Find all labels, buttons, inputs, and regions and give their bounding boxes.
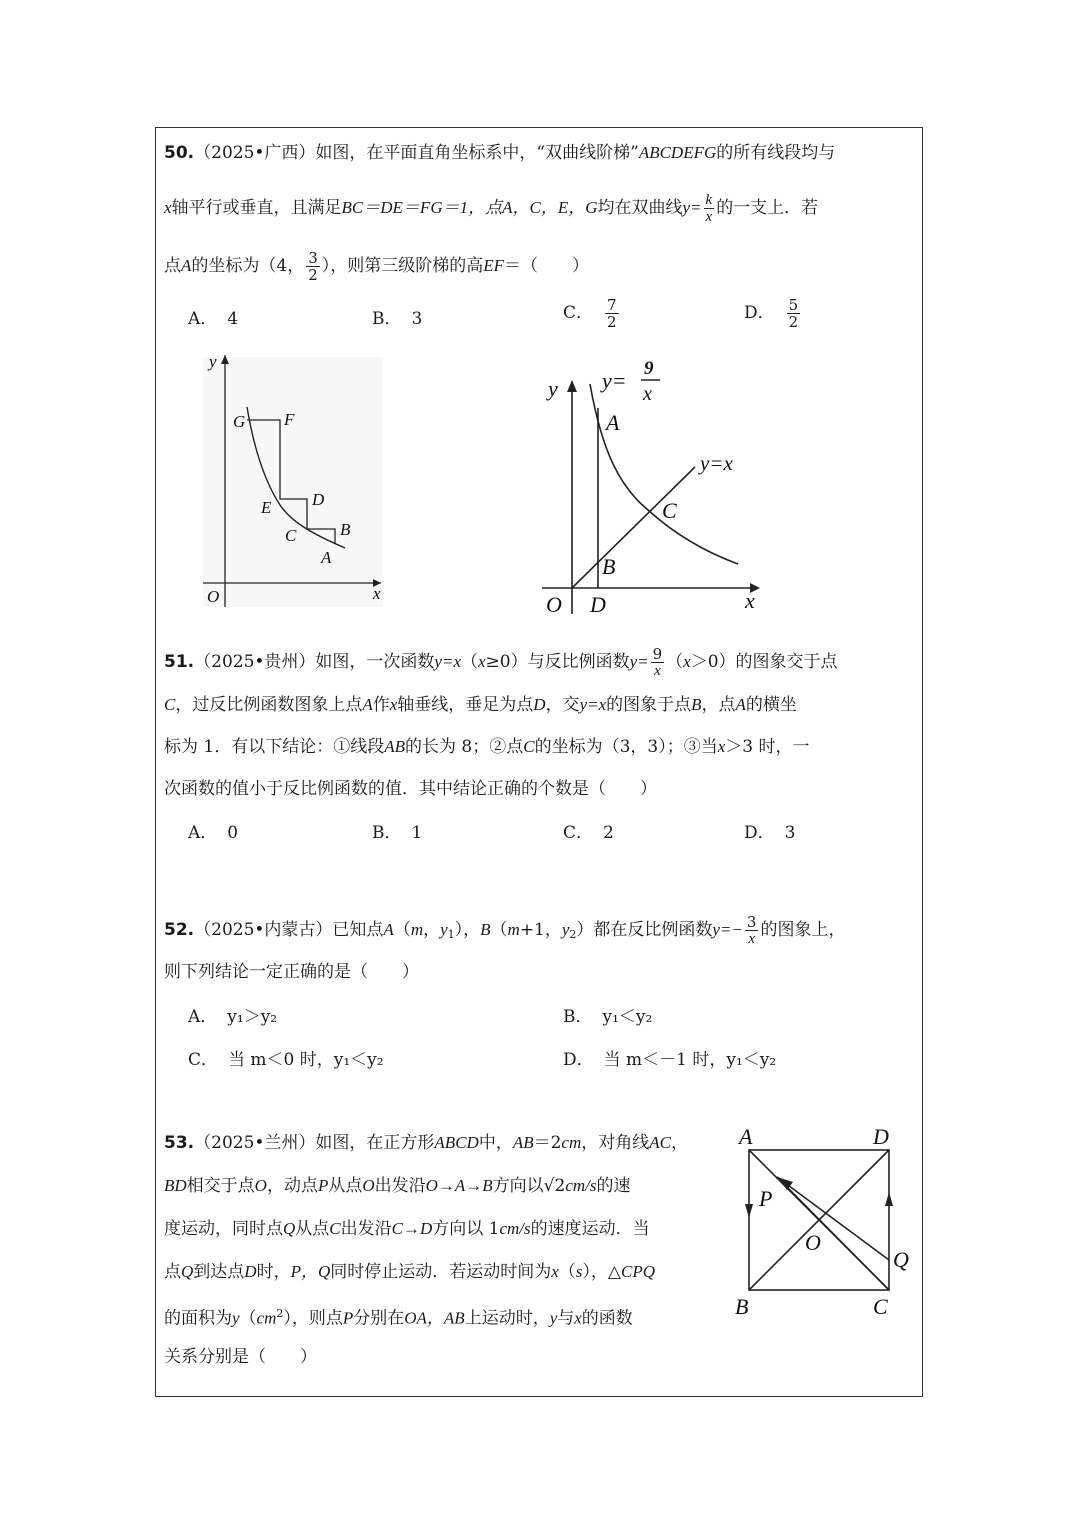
y-axis-arrow-icon — [567, 380, 577, 392]
option-value: 当 m＜0 时，y₁＜y₂ — [228, 1050, 384, 1070]
q53-text: （ — [239, 1308, 257, 1329]
q51-option-c[interactable] — [563, 822, 614, 844]
q52-var: y=− — [712, 920, 743, 939]
label-C: C — [662, 498, 677, 523]
q52-text: +1， — [519, 920, 562, 940]
q53-var: O — [362, 1176, 375, 1195]
q51-var: x — [683, 652, 691, 671]
q53-text: 的速 — [596, 1176, 631, 1196]
q51-text: ＞0）的图象交于点 — [690, 652, 838, 672]
label-A: A — [606, 410, 620, 435]
q51-var: x — [389, 695, 398, 714]
q51-text: 作 — [372, 695, 390, 715]
q53-var: AC — [649, 1133, 671, 1152]
q53-text: 从点 — [328, 1176, 363, 1196]
q51-var: A — [735, 695, 746, 714]
q51-text: 的图象于点 — [606, 695, 692, 715]
q52-line1 — [164, 914, 845, 947]
q51-text: 的坐标为（3，3）；③当 — [534, 737, 718, 757]
line-y-equals-x — [572, 467, 695, 588]
q53-text: 的面积为 — [164, 1308, 232, 1329]
q52-var: B — [480, 920, 491, 939]
label-C: C — [285, 526, 297, 545]
q53-var: P — [342, 1308, 354, 1328]
option-label: B． — [372, 309, 402, 329]
q50-var: EF — [483, 256, 505, 275]
option-label: A． — [188, 1007, 218, 1027]
frac-den: 2 — [788, 313, 799, 331]
frac-num: 3 — [746, 913, 757, 931]
label-F: F — [284, 410, 295, 429]
option-label: D． — [744, 303, 775, 323]
q50-text: 均在双曲线 — [597, 198, 683, 218]
q51-text: ＞3 时，一 — [725, 737, 810, 757]
q52-text: （ — [393, 920, 411, 940]
label-O: O — [207, 587, 220, 606]
q53-var: CPQ — [620, 1262, 655, 1281]
q50-option-a[interactable] — [188, 308, 238, 330]
q51-option-d[interactable] — [744, 822, 795, 844]
q53-var: Q — [181, 1262, 194, 1281]
label-G: G — [233, 412, 246, 431]
q51-var: AB — [384, 737, 406, 756]
q51-var: x — [477, 652, 486, 671]
q52-var: m — [507, 920, 520, 939]
label-curve-num: 9 — [644, 358, 654, 379]
q53-text: 度运动，同时点 — [164, 1219, 283, 1239]
frac-num: 3 — [308, 249, 318, 267]
q51-text: ，交 — [545, 695, 580, 715]
q53-var: C→D — [391, 1219, 433, 1238]
q51-var: C — [523, 737, 535, 756]
q52-text: ， — [423, 920, 441, 940]
q50-figure-staircase — [195, 345, 395, 615]
q53-line4 — [164, 1261, 655, 1283]
q52-option-d[interactable] — [563, 1049, 776, 1071]
q53-text: ＝2 — [533, 1133, 562, 1153]
q50-number: 50. — [164, 143, 195, 163]
q51-var: y=x — [579, 695, 607, 714]
q53-var: O→A→B — [425, 1176, 493, 1195]
q51-option-a[interactable] — [188, 822, 238, 844]
q53-text: 出发沿 — [374, 1176, 426, 1196]
q53-sup: 2 — [276, 1307, 284, 1320]
label-O: O — [805, 1230, 821, 1255]
label-A: A — [321, 548, 332, 567]
q53-text: 的速度运动．当 — [530, 1219, 650, 1239]
q51-var: B — [691, 695, 702, 714]
label-B: B — [602, 554, 616, 579]
q51-line4: 次函数的值小于反比例函数的值．其中结论正确的个数是（ ） — [164, 779, 657, 799]
q53-text: 出发沿 — [340, 1219, 392, 1239]
q51-text: 如图，一次函数 — [315, 652, 435, 672]
q50-fraction-k — [704, 192, 715, 225]
q50-text: 点 — [164, 256, 181, 276]
label-O: O — [546, 592, 562, 617]
label-curve-den: x — [643, 383, 652, 405]
q51-text: （ — [460, 652, 478, 672]
label-x: x — [745, 588, 755, 613]
q53-var: BD — [164, 1176, 187, 1195]
q53-text: ，对角线 — [581, 1133, 650, 1153]
q52-option-a[interactable] — [188, 1006, 277, 1028]
q53-var: P — [317, 1176, 329, 1195]
q50-var: A — [181, 256, 192, 275]
segment-QP — [777, 1177, 889, 1260]
q50-var: A，C，E，G — [502, 198, 598, 217]
option-label: A． — [188, 309, 218, 329]
q51-text: ，点 — [701, 695, 736, 715]
q53-text: 分别在 — [353, 1308, 405, 1329]
frac-num: k — [705, 192, 713, 208]
q50-line1 — [164, 142, 835, 164]
option-value: 1 — [411, 823, 423, 843]
q53-line3 — [164, 1218, 650, 1240]
q51-text: 标为 1．有以下结论：①线段 — [164, 737, 385, 757]
q50-var: x — [164, 198, 172, 217]
q53-text: 点 — [164, 1262, 181, 1282]
q52-var: y — [440, 920, 448, 939]
q51-fraction — [651, 646, 665, 679]
label-D: D — [590, 592, 606, 617]
option-value: y₁＞y₂ — [227, 1007, 278, 1027]
label-Q: Q — [893, 1247, 909, 1272]
q53-var: s — [575, 1262, 583, 1281]
q50-fraction-a — [306, 250, 320, 283]
q50-text: 如图，在平面直角坐标系中，“双曲线阶梯” — [315, 143, 639, 163]
option-value: 4 — [227, 309, 239, 329]
option-value: y₁＜y₂ — [602, 1007, 653, 1027]
label-x: x — [373, 584, 381, 603]
segment-CP — [777, 1177, 889, 1290]
q52-var: A — [383, 920, 394, 939]
q52-option-b[interactable] — [563, 1006, 652, 1028]
q53-line2 — [164, 1175, 631, 1197]
q51-text: ，过反比例函数图象上点 — [175, 695, 363, 715]
q52-text: ）都在反比例函数 — [576, 920, 713, 940]
q53-text: （ — [558, 1262, 576, 1282]
q51-line3 — [164, 736, 810, 758]
label-D: D — [873, 1124, 889, 1149]
q52-number: 52. — [164, 920, 195, 940]
q53-text: 上运动时， — [464, 1308, 550, 1329]
q53-var: x — [574, 1308, 582, 1328]
option-label: D． — [563, 1050, 594, 1070]
q50-source: （2025•广西） — [194, 143, 316, 163]
q52-option-c[interactable] — [188, 1049, 384, 1071]
q53-var: y — [232, 1308, 240, 1328]
arrow-up-icon — [885, 1192, 893, 1206]
option-label: B． — [563, 1007, 593, 1027]
label-D: D — [312, 490, 325, 509]
q51-text: 轴垂线，垂足为点 — [397, 695, 534, 715]
q53-text: 与 — [557, 1308, 575, 1329]
q50-option-b[interactable] — [372, 308, 422, 330]
q50-var: BC＝DE＝FG＝1，点 — [341, 198, 503, 217]
q51-var: x — [717, 737, 726, 756]
option-label: A． — [188, 823, 218, 843]
q53-var: cm/s — [499, 1219, 531, 1238]
frac-den: x — [748, 931, 756, 947]
q51-text: ≥0）与反比例函数 — [485, 652, 630, 672]
q52-text: 已知点 — [332, 920, 384, 940]
q53-text: 从点 — [295, 1219, 330, 1239]
option-label: D． — [744, 823, 775, 843]
q53-text: ，动点 — [266, 1176, 318, 1196]
label-A: A — [739, 1124, 753, 1149]
q53-text: ），△ — [582, 1262, 621, 1282]
option-label: C． — [563, 823, 594, 843]
frac-num: 5 — [788, 296, 799, 314]
option-value: 3 — [784, 823, 796, 843]
q50-text: 的所有线段均与 — [716, 143, 836, 163]
frac-den: 2 — [607, 313, 617, 331]
q50-var: y= — [682, 198, 702, 217]
q53-var: O — [254, 1176, 267, 1195]
option-label: C． — [188, 1050, 219, 1070]
q51-figure-functions — [540, 352, 770, 622]
label-P: P — [759, 1186, 773, 1211]
q51-var: C — [164, 695, 176, 714]
q53-number: 53. — [164, 1133, 195, 1153]
q53-line5 — [164, 1303, 633, 1330]
q53-text: 方向以 1 — [432, 1219, 500, 1239]
option-label: B． — [372, 823, 402, 843]
q51-text: 的横坐 — [745, 695, 797, 715]
q51-option-b[interactable] — [372, 822, 422, 844]
q53-text: ， — [670, 1133, 688, 1153]
q50-text: 轴平行或垂直，且满足 — [171, 198, 342, 218]
q50-text: ＝（ ） — [504, 256, 590, 276]
q53-text: 的函数 — [581, 1308, 633, 1329]
q53-var: x — [551, 1262, 559, 1281]
q50-text: ），则第三级阶梯的高 — [321, 256, 484, 276]
label-y: y — [209, 352, 217, 371]
q50-line3 — [164, 250, 589, 283]
q51-text: （ — [666, 652, 684, 672]
arrow-down-icon — [745, 1204, 753, 1218]
q53-text: 同时停止运动．若运动时间为 — [330, 1262, 552, 1282]
frac-den: x — [705, 209, 713, 225]
frac-num: 9 — [652, 645, 663, 663]
q50-option-d[interactable] — [744, 297, 802, 330]
q52-text: ）， — [454, 920, 481, 940]
option-value: 2 — [603, 823, 614, 843]
q52-text: 的图象上， — [760, 920, 846, 940]
q53-text: 如图，在正方形 — [315, 1133, 435, 1153]
q53-text: 相交于点 — [186, 1176, 255, 1196]
q53-text: 到达点 — [193, 1262, 245, 1282]
q53-text: ），则点 — [283, 1308, 343, 1329]
q53-var: AB — [512, 1133, 534, 1152]
q53-var: C — [329, 1219, 341, 1238]
q53-var: cm — [256, 1308, 277, 1328]
q50-var: ABCDEFG — [638, 143, 717, 162]
q53-var: D — [244, 1262, 257, 1281]
q51-text: 的长为 8；②点 — [405, 737, 524, 757]
q52-source: （2025•内蒙古） — [194, 920, 333, 940]
q53-text: 时， — [256, 1262, 291, 1282]
q51-line1 — [164, 646, 838, 679]
q51-number: 51. — [164, 652, 195, 672]
label-B: B — [340, 520, 351, 539]
q53-text: 中， — [478, 1133, 513, 1153]
q50-text: 的坐标为（4， — [191, 256, 305, 276]
option-value: 3 — [411, 309, 423, 329]
q51-source: （2025•贵州） — [194, 652, 316, 672]
q53-text: 方向以√2 — [492, 1176, 566, 1196]
q51-var: y=x — [434, 652, 461, 671]
q53-line6: 关系分别是（ ） — [164, 1347, 317, 1367]
option-fraction — [605, 297, 619, 330]
q53-var: P，Q — [290, 1262, 331, 1281]
label-E: E — [261, 498, 272, 517]
q53-var: cm/s — [565, 1176, 597, 1195]
q53-figure-square — [735, 1122, 918, 1322]
label-curve: y= — [602, 368, 627, 393]
q51-var: y= — [629, 652, 649, 671]
q52-sub: 2 — [569, 928, 577, 941]
q53-var: Q — [283, 1219, 296, 1238]
q53-var: cm — [561, 1133, 582, 1152]
q51-var: A — [362, 695, 373, 714]
q53-var: ABCD — [434, 1133, 479, 1152]
label-y: y — [548, 376, 558, 401]
q50-text: 的一支上．若 — [716, 198, 819, 218]
option-value: 当 m＜－1 时，y₁＜y₂ — [603, 1050, 777, 1070]
q53-var: OA，AB — [404, 1308, 465, 1328]
q53-source: （2025•兰州） — [194, 1133, 316, 1153]
q52-fraction — [745, 914, 759, 947]
q51-var: D — [533, 695, 546, 714]
q50-line2 — [164, 192, 818, 225]
q53-line1 — [164, 1132, 688, 1154]
q52-var: y — [561, 920, 570, 939]
frac-den: 2 — [308, 266, 318, 284]
q52-text: （ — [490, 920, 508, 940]
option-label: C． — [563, 303, 594, 323]
label-C: C — [873, 1294, 888, 1319]
figure-bg — [203, 357, 383, 607]
q51-line2 — [164, 694, 797, 716]
label-B: B — [735, 1294, 749, 1319]
q52-line2: 则下列结论一定正确的是（ ） — [164, 962, 419, 982]
frac-num: 7 — [607, 296, 617, 314]
q53-var: y — [549, 1308, 558, 1328]
label-line: y=x — [700, 451, 733, 475]
q52-var: m — [410, 920, 424, 939]
q50-option-c[interactable] — [563, 297, 621, 330]
q52-sub: 1 — [447, 928, 455, 941]
frac-den: x — [654, 663, 661, 679]
option-fraction — [787, 297, 801, 330]
option-value: 0 — [227, 823, 239, 843]
